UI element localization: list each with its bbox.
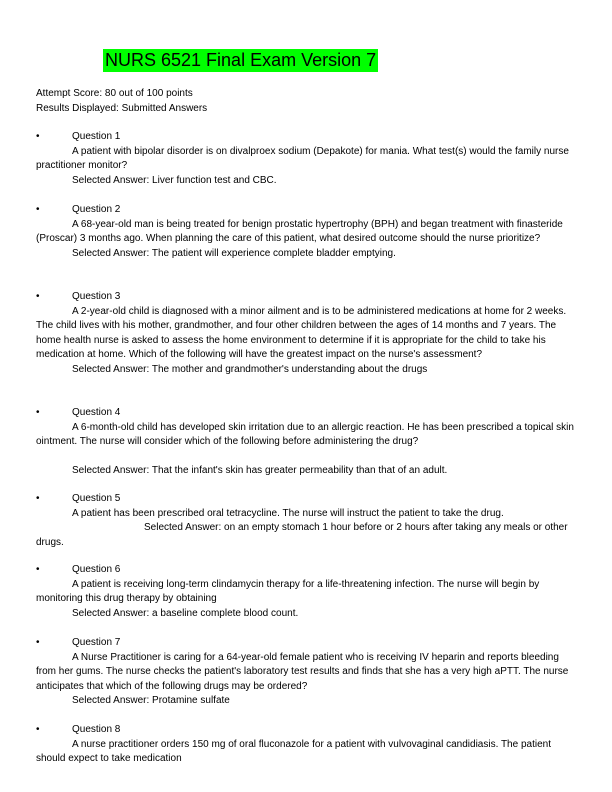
bullet-icon: • bbox=[36, 637, 40, 648]
question-header bbox=[36, 290, 576, 305]
question-header bbox=[36, 723, 576, 738]
question-item bbox=[36, 406, 576, 479]
question-header bbox=[36, 492, 576, 507]
title-block bbox=[103, 49, 378, 72]
question-item bbox=[36, 130, 576, 188]
selected-answer: Selected Answer: The mother and grandmother's understanding about the drugs bbox=[72, 363, 428, 375]
attempt-info bbox=[36, 86, 207, 116]
question-header bbox=[36, 406, 576, 421]
bullet-icon: • bbox=[36, 407, 40, 418]
results-displayed: Results Displayed: Submitted Answers bbox=[36, 103, 208, 114]
selected-answer: Selected Answer: on an empty stomach 1 hour before or 2 hours after taking any meals or other drugs. bbox=[36, 522, 568, 548]
question-label: Question 6 bbox=[72, 564, 121, 575]
question-label: Question 8 bbox=[72, 724, 121, 735]
bullet-icon: • bbox=[36, 493, 40, 504]
selected-answer: Selected Answer: Liver function test and CBC. bbox=[72, 174, 277, 186]
question-header bbox=[36, 203, 576, 218]
question-text: A patient with bipolar disorder is on divalproex sodium (Depakote) for mania. What test(s) would the family nurse practitioner monitor? bbox=[36, 145, 569, 171]
bullet-icon: • bbox=[36, 204, 40, 215]
question-label: Question 7 bbox=[72, 637, 121, 648]
bullet-icon: • bbox=[36, 564, 40, 575]
question-text: A 6-month-old child has developed skin irritation due to an allergic reaction. He has been prescribed a topical skin ointment. The nurse will consider which of the following before administering the drug? bbox=[36, 421, 574, 447]
bullet-icon: • bbox=[36, 291, 40, 302]
selected-answer: Selected Answer: The patient will experience complete bladder emptying. bbox=[72, 247, 396, 259]
question-label: Question 4 bbox=[72, 407, 121, 418]
question-item bbox=[36, 723, 576, 767]
attempt-score: Attempt Score: 80 out of 100 points bbox=[36, 88, 193, 99]
question-header bbox=[36, 130, 576, 145]
question-label: Question 5 bbox=[72, 493, 121, 504]
bullet-icon: • bbox=[36, 131, 40, 142]
question-text: A Nurse Practitioner is caring for a 64-year-old female patient who is receiving IV heparin and reports bleeding from her gums. The nurse checks the patient's laboratory test results and finds that she has a very high aPTT. The nurse anticipates that which of the following drugs may be ordered? bbox=[36, 651, 569, 692]
question-header bbox=[36, 636, 576, 651]
question-item bbox=[36, 492, 576, 550]
question-item bbox=[36, 636, 576, 709]
selected-answer: Selected Answer: Protamine sulfate bbox=[72, 695, 230, 706]
question-item bbox=[36, 563, 576, 621]
question-header bbox=[36, 563, 576, 578]
question-label: Question 3 bbox=[72, 291, 121, 302]
question-item bbox=[36, 290, 576, 377]
question-label: Question 2 bbox=[72, 204, 121, 215]
bullet-icon: • bbox=[36, 724, 40, 735]
question-text: A patient is receiving long-term clindamycin therapy for a life-threatening infection. The nurse will begin by monitoring this drug therapy by obtaining bbox=[36, 578, 540, 604]
selected-answer: Selected Answer: That the infant's skin has greater permeability than that of an adult. bbox=[72, 465, 448, 476]
question-text: A 68-year-old man is being treated for benign prostatic hypertrophy (BPH) and began treatment with finasteride (Proscar) 3 months ago. When planning the care of this patient, what desired outcome should the nurse prioritize? bbox=[36, 218, 563, 244]
question-label: Question 1 bbox=[72, 131, 121, 142]
question-text: A patient has been prescribed oral tetracycline. The nurse will instruct the patient to take the drug. bbox=[72, 507, 504, 519]
question-text: A nurse practitioner orders 150 mg of oral fluconazole for a patient with vulvovaginal candidiasis. The patient should expect to take medication bbox=[36, 738, 551, 764]
page-title: NURS 6521 Final Exam Version 7 bbox=[105, 50, 377, 70]
question-text: A 2-year-old child is diagnosed with a minor ailment and is to be administered medications at home for 2 weeks. The child lives with his mother, grandmother, and four other children between the ages of 14 months and 7 years. The home health nurse is asked to assess the home environment to determine if it is appropriate for the child to take his medication at home. Which of the following will have the greatest impact on the nurse's assessment? bbox=[36, 305, 567, 360]
selected-answer: Selected Answer: a baseline complete blood count. bbox=[72, 607, 299, 619]
question-item bbox=[36, 203, 576, 261]
